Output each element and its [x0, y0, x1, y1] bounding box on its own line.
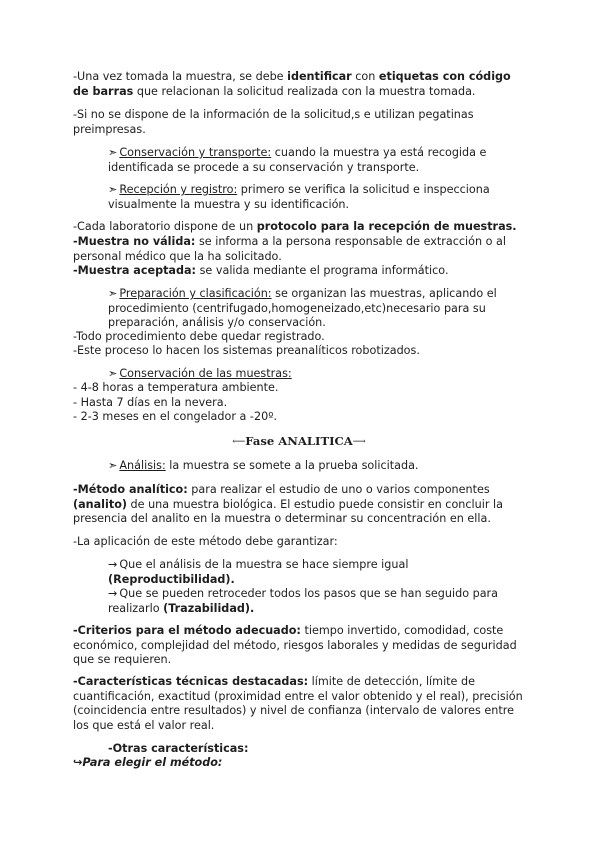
paragraph-elegir-metodo — [73, 756, 525, 771]
bullet-analisis — [108, 459, 524, 474]
decoration-right: ⟶ — [352, 437, 366, 447]
bullet-text: se organizan las muestras, aplicando el procedimiento (centrifugado,homogeneizado,etc)necesario para su preparación, análisis y/o conservación. — [108, 287, 497, 330]
bullet-text: la muestra se somete a la prueba solicitada. — [165, 459, 419, 472]
paragraph-identificar — [73, 70, 525, 99]
bold-text: -Método analítico: — [73, 483, 188, 496]
paragraph-robotizados: -Este proceso lo hacen los sistemas preanalíticos robotizados. — [73, 344, 420, 357]
return-arrow-icon: ↪ — [73, 756, 83, 769]
decoration-left: ⟵ — [232, 437, 246, 447]
paragraph-metodo-analitico — [73, 483, 525, 527]
bullet-preparacion-clasificacion — [108, 287, 524, 331]
bullet-title: Conservación de las muestras: — [119, 367, 292, 380]
bold-text: protocolo para la recepción de muestras. — [256, 220, 517, 233]
heading-text: Fase ANALITICA — [245, 434, 353, 448]
list-item: - 4-8 horas a temperatura ambiente. — [73, 381, 279, 394]
right-arrow-icon: → — [108, 587, 118, 600]
bullet-arrow-icon: ➣ — [108, 146, 118, 159]
text: límite de detección, límite de cuantificación, exactitud (proximidad entre el valor obtenido y el real), precisión (coincidencia entre resultados) y nivel de confianza (intervalo de valores entre los que está el valor real. — [73, 675, 523, 732]
bullet-arrow-icon: ➣ — [108, 287, 118, 300]
bullet-text: primero se verifica la solicitud e inspecciona visualmente la muestra y su identificación. — [108, 183, 490, 211]
text: con — [351, 70, 379, 83]
list-item: - Hasta 7 días en la nevera. — [73, 396, 228, 409]
paragraph-otras-caracteristicas — [108, 742, 524, 757]
bold-text: identificar — [287, 70, 352, 83]
paragraph-protocolo — [73, 220, 525, 235]
section-heading-fase-analitica — [73, 434, 525, 450]
right-arrow-icon: → — [108, 558, 118, 571]
guarantee-trazabilidad — [108, 587, 524, 616]
bullet-arrow-icon: ➣ — [108, 459, 118, 472]
bold-text: -Muestra aceptada: — [73, 264, 197, 277]
text: -Cada laboratorio dispone de un — [73, 220, 257, 233]
bold-text: etiquetas con código de barras — [73, 70, 511, 98]
text: que relacionan la solicitud realizada con la muestra tomada. — [133, 84, 476, 98]
bullet-recepcion-registro — [108, 183, 524, 212]
bullet-title: Preparación y clasificación: — [119, 287, 272, 300]
text: Que el análisis de la muestra se hace siempre igual — [119, 558, 409, 571]
bullet-title: Recepción y registro: — [119, 183, 238, 196]
paragraph-caracteristicas — [73, 675, 525, 733]
bold-text: -Otras características: — [108, 742, 249, 755]
text: tiempo invertido, comodidad, coste económico, complejidad del método, riesgos laborales y medidas de seguridad que se requieren. — [73, 624, 517, 667]
bold-text: (Trazabilidad). — [163, 601, 255, 615]
guarantee-reproductibilidad — [108, 558, 524, 587]
paragraph-pegatinas: -Si no se dispone de la información de la solicitud,s e utilizan pegatinas preimpresas. — [73, 108, 474, 136]
paragraph-muestra-aceptada — [73, 264, 525, 279]
bold-text: -Criterios para el método adecuado: — [73, 624, 301, 637]
paragraph-registrado: -Todo procedimiento debe quedar registrado. — [73, 330, 325, 343]
bullet-arrow-icon: ➣ — [108, 367, 118, 380]
bullet-conservacion-muestras — [108, 367, 524, 382]
bullet-title: Conservación y transporte: — [119, 146, 272, 159]
paragraph-aplicacion: -La aplicación de este método debe garantizar: — [73, 535, 338, 548]
text: de una muestra biológica. El estudio puede consistir en concluir la presencia del analito en la muestra o determinar su concentración en ella. — [73, 497, 503, 526]
bullet-text: cuando la muestra ya está recogida e identificada se procede a su conservación y transporte. — [108, 146, 487, 174]
paragraph-criterios — [73, 624, 525, 668]
bullet-arrow-icon: ➣ — [108, 183, 118, 196]
bullet-title: Análisis: — [119, 459, 166, 472]
bold-text: -Muestra no válida: — [73, 235, 196, 248]
text: -Una vez tomada la muestra, se debe — [73, 70, 288, 83]
bold-italic-text: Para elegir el método: — [82, 756, 223, 769]
text: para realizar el estudio de uno o varios componentes — [187, 483, 490, 496]
bold-text: (analito) — [73, 497, 127, 511]
paragraph-muestra-no-valida — [73, 235, 525, 264]
list-item: - 2-3 meses en el congelador a -20º. — [73, 410, 278, 423]
text: se informa a la persona responsable de extracción o al personal médico que la ha solicitado. — [73, 235, 506, 263]
text: Que se pueden retroceder todos los pasos que se han seguido para realizarlo — [108, 587, 499, 615]
bullet-conservacion-transporte — [108, 146, 524, 175]
bold-text: -Características técnicas destacadas: — [73, 675, 309, 688]
text: se valida mediante el programa informático. — [196, 264, 449, 277]
bold-text: (Reproductibilidad). — [108, 572, 235, 586]
